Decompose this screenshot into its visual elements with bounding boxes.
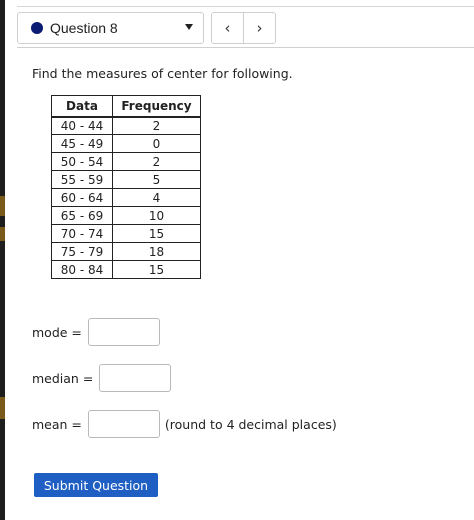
question-label: Question 8 <box>50 20 118 36</box>
rounding-hint: (round to 4 decimal places) <box>164 416 337 432</box>
data-cell: 70 - 74 <box>52 225 113 243</box>
next-question-button[interactable]: › <box>256 19 263 37</box>
data-cell: 80 - 84 <box>52 261 113 279</box>
previous-question-button[interactable]: ‹ <box>212 13 244 43</box>
data-cell: 65 - 69 <box>52 207 113 225</box>
data-cell: 75 - 79 <box>52 243 113 261</box>
table-row <box>52 243 201 261</box>
question-selector[interactable] <box>17 12 204 44</box>
mode-row <box>32 318 160 346</box>
table-row <box>52 207 201 225</box>
mean-input[interactable] <box>88 410 160 438</box>
table-row <box>52 171 201 189</box>
frequency-cell: 15 <box>113 261 201 279</box>
data-cell: 60 - 64 <box>52 189 113 207</box>
window-edge-accent <box>0 227 5 241</box>
window-edge-accent <box>0 397 5 419</box>
window-left-edge <box>0 0 5 520</box>
table-row <box>52 153 201 171</box>
top-divider <box>17 6 474 7</box>
frequency-cell: 15 <box>113 225 201 243</box>
frequency-cell: 5 <box>113 171 201 189</box>
window-edge-accent <box>0 196 5 216</box>
mode-label: mode = <box>32 324 82 340</box>
data-cell: 45 - 49 <box>52 135 113 153</box>
question-nav <box>211 12 276 44</box>
mean-label: mean = <box>32 416 82 432</box>
column-header-frequency: Frequency <box>113 96 201 117</box>
median-label: median = <box>32 370 94 386</box>
data-cell: 40 - 44 <box>52 117 113 135</box>
header-divider <box>17 47 474 48</box>
median-input[interactable] <box>99 364 171 392</box>
submit-question-button[interactable]: Submit Question <box>34 473 158 497</box>
frequency-cell: 0 <box>113 135 201 153</box>
frequency-cell: 2 <box>113 153 201 171</box>
caret-down-icon <box>185 24 193 30</box>
frequency-cell: 10 <box>113 207 201 225</box>
mode-input[interactable] <box>88 318 160 346</box>
data-cell: 50 - 54 <box>52 153 113 171</box>
mean-row <box>32 410 337 438</box>
question-prompt: Find the measures of center for following. <box>32 66 293 81</box>
table-row <box>52 189 201 207</box>
table-row <box>52 225 201 243</box>
frequency-cell: 4 <box>113 189 201 207</box>
frequency-table <box>51 95 201 279</box>
column-header-data: Data <box>52 96 113 117</box>
median-row <box>32 364 171 392</box>
table-row <box>52 135 201 153</box>
table-header-row <box>52 96 201 117</box>
frequency-cell: 18 <box>113 243 201 261</box>
table-row <box>52 261 201 279</box>
status-dot-icon <box>31 22 43 34</box>
table-row <box>52 117 201 135</box>
data-cell: 55 - 59 <box>52 171 113 189</box>
frequency-cell: 2 <box>113 117 201 135</box>
